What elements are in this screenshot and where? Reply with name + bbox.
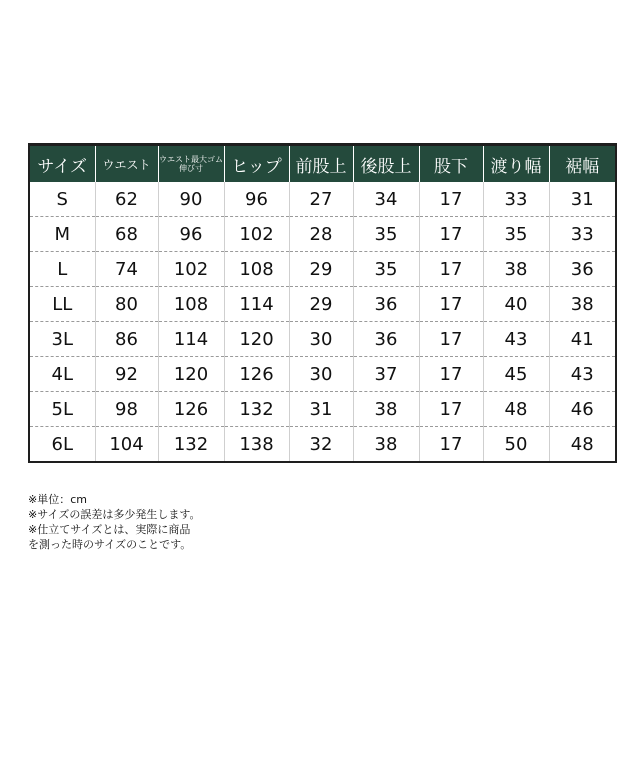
- measurement-cell: 36: [353, 322, 419, 357]
- measurement-cell: 114: [158, 322, 224, 357]
- size-label-cell: M: [29, 217, 95, 252]
- table-row: [29, 252, 616, 287]
- measurement-cell: 27: [289, 182, 353, 217]
- measurement-cell: 108: [158, 287, 224, 322]
- note-line: を測った時のサイズのことです。: [28, 538, 192, 551]
- measurement-cell: 17: [419, 217, 483, 252]
- measurement-cell: 17: [419, 392, 483, 427]
- measurement-cell: 102: [224, 217, 289, 252]
- measurement-cell: 30: [289, 357, 353, 392]
- measurement-cell: 86: [95, 322, 158, 357]
- measurement-cell: 38: [549, 287, 616, 322]
- measurement-cell: 46: [549, 392, 616, 427]
- measurement-cell: 120: [158, 357, 224, 392]
- measurement-cell: 132: [224, 392, 289, 427]
- measurement-cell: 30: [289, 322, 353, 357]
- header-front-rise: 前股上: [289, 145, 353, 183]
- table-row: [29, 322, 616, 357]
- measurement-cell: 126: [224, 357, 289, 392]
- measurement-cell: 17: [419, 357, 483, 392]
- size-label-cell: 3L: [29, 322, 95, 357]
- measurement-cell: 31: [549, 182, 616, 217]
- measurement-cell: 17: [419, 322, 483, 357]
- note-line: ※単位：cm: [28, 493, 87, 506]
- measurement-cell: 120: [224, 322, 289, 357]
- measurement-cell: 40: [483, 287, 549, 322]
- size-chart-body: [29, 182, 616, 462]
- header-back-rise: 後股上: [353, 145, 419, 183]
- measurement-cell: 98: [95, 392, 158, 427]
- notes: [28, 492, 200, 552]
- size-label-cell: 5L: [29, 392, 95, 427]
- measurement-cell: 90: [158, 182, 224, 217]
- measurement-cell: 43: [549, 357, 616, 392]
- measurement-cell: 43: [483, 322, 549, 357]
- table-row: [29, 217, 616, 252]
- size-chart-header: [29, 145, 616, 183]
- measurement-cell: 35: [483, 217, 549, 252]
- size-chart-table: [28, 143, 617, 463]
- measurement-cell: 132: [158, 427, 224, 463]
- measurement-cell: 48: [549, 427, 616, 463]
- header-hip: ヒップ: [224, 145, 289, 183]
- measurement-cell: 35: [353, 252, 419, 287]
- measurement-cell: 50: [483, 427, 549, 463]
- measurement-cell: 38: [353, 392, 419, 427]
- measurement-cell: 104: [95, 427, 158, 463]
- measurement-cell: 35: [353, 217, 419, 252]
- measurement-cell: 68: [95, 217, 158, 252]
- header-hem-width: 裾幅: [549, 145, 616, 183]
- measurement-cell: 36: [353, 287, 419, 322]
- note-line: ※サイズの誤差は多少発生します。: [28, 508, 201, 521]
- measurement-cell: 48: [483, 392, 549, 427]
- header-waist: ウエスト: [95, 145, 158, 183]
- measurement-cell: 108: [224, 252, 289, 287]
- note-line: ※仕立てサイズとは、実際に商品: [28, 523, 191, 536]
- measurement-cell: 33: [549, 217, 616, 252]
- table-row: [29, 287, 616, 322]
- measurement-cell: 38: [353, 427, 419, 463]
- table-row: [29, 392, 616, 427]
- measurement-cell: 74: [95, 252, 158, 287]
- size-label-cell: 6L: [29, 427, 95, 463]
- measurement-cell: 102: [158, 252, 224, 287]
- measurement-cell: 29: [289, 252, 353, 287]
- table-row: [29, 182, 616, 217]
- measurement-cell: 28: [289, 217, 353, 252]
- measurement-cell: 96: [224, 182, 289, 217]
- measurement-cell: 37: [353, 357, 419, 392]
- measurement-cell: 34: [353, 182, 419, 217]
- measurement-cell: 80: [95, 287, 158, 322]
- measurement-cell: 138: [224, 427, 289, 463]
- measurement-cell: 33: [483, 182, 549, 217]
- header-inseam: 股下: [419, 145, 483, 183]
- measurement-cell: 29: [289, 287, 353, 322]
- size-label-cell: S: [29, 182, 95, 217]
- header-waist-max-stretch: ウエスト最大ゴム伸び寸: [158, 145, 224, 183]
- measurement-cell: 17: [419, 252, 483, 287]
- measurement-cell: 17: [419, 427, 483, 463]
- table-row: [29, 357, 616, 392]
- measurement-cell: 114: [224, 287, 289, 322]
- measurement-cell: 32: [289, 427, 353, 463]
- measurement-cell: 17: [419, 287, 483, 322]
- measurement-cell: 62: [95, 182, 158, 217]
- measurement-cell: 41: [549, 322, 616, 357]
- measurement-cell: 92: [95, 357, 158, 392]
- size-label-cell: LL: [29, 287, 95, 322]
- measurement-cell: 45: [483, 357, 549, 392]
- measurement-cell: 17: [419, 182, 483, 217]
- table-row: [29, 427, 616, 463]
- size-label-cell: 4L: [29, 357, 95, 392]
- measurement-cell: 31: [289, 392, 353, 427]
- header-row: [29, 145, 616, 183]
- header-size: サイズ: [29, 145, 95, 183]
- measurement-cell: 96: [158, 217, 224, 252]
- measurement-cell: 36: [549, 252, 616, 287]
- measurement-cell: 38: [483, 252, 549, 287]
- header-thigh-width: 渡り幅: [483, 145, 549, 183]
- measurement-cell: 126: [158, 392, 224, 427]
- size-label-cell: L: [29, 252, 95, 287]
